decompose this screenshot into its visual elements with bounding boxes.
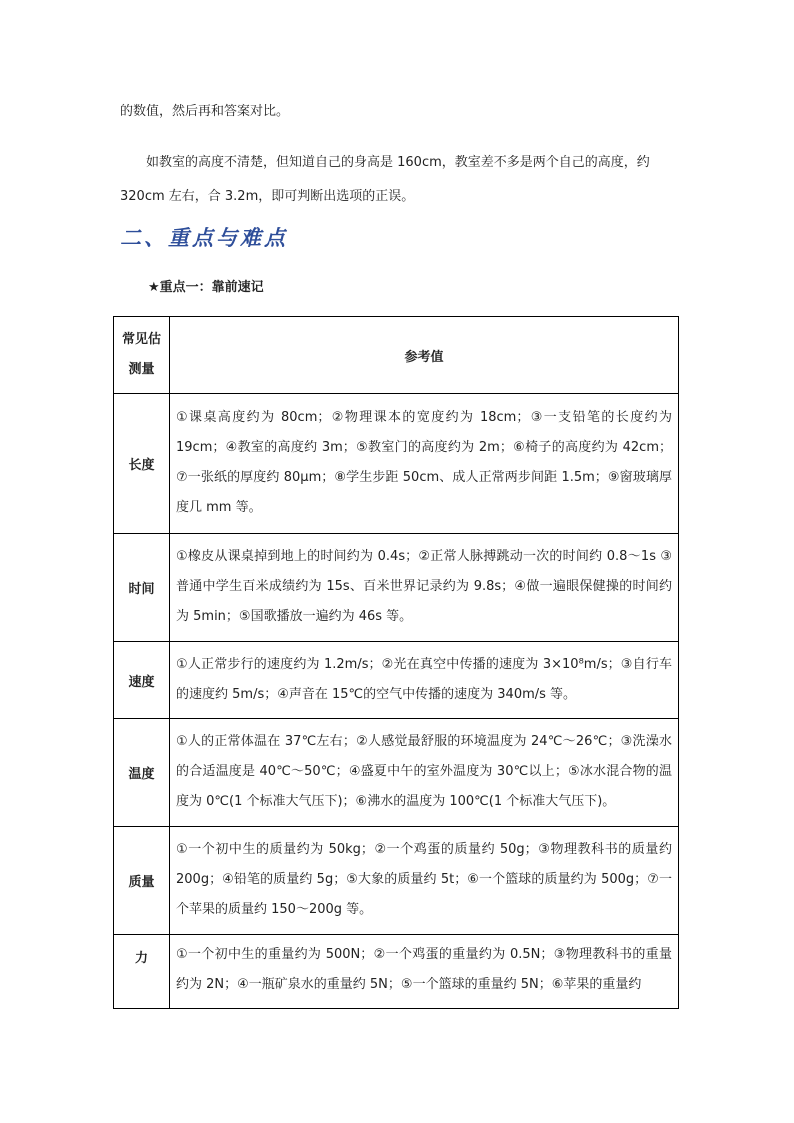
row-label-force: 力 [114,935,170,1009]
row-text-length: ①课桌高度约为 80cm；②物理课本的宽度约为 18cm；③一支铅笔的长度约为 19cm；④教室的高度约 3m；⑤教室门的高度约为 2m；⑥椅子的高度约为 42cm；⑦一张纸的厚度约 80μm；⑧学生步距 50cm、成人正常两步间距 1.5m；⑨窗玻璃厚度几 mm 等。 [170,394,679,534]
key-point-subheading: ★重点一：靠前速记 [148,280,264,295]
intro-paragraph-1: 的数值，然后再和答案对比。 [120,104,290,119]
row-text-temperature: ①人的正常体温在 37℃左右；②人感觉最舒服的环境温度为 24℃～26℃；③洗澡水的合适温度是 40℃～50℃；④盛夏中午的室外温度为 30℃以上；⑤冰水混合物的温度为 0℃(1 个标准大气压下)；⑥沸水的温度为 100℃(1 个标准大气压下)。 [170,719,679,827]
row-text-time: ①橡皮从课桌掉到地上的时间约为 0.4s；②正常人脉搏跳动一次的时间约 0.8～1s ③普通中学生百米成绩约为 15s、百米世界记录约为 9.8s；④做一遍眼保健操的时间约为 5min；⑤国歌播放一遍约为 46s 等。 [170,534,679,642]
table-header-row [114,317,679,394]
table-row [114,719,679,827]
row-label-time: 时间 [114,534,170,642]
table-row [114,827,679,935]
table-row [114,642,679,719]
row-text-speed: ①人正常步行的速度约为 1.2m/s；②光在真空中传播的速度为 3×10⁸m/s；③自行车的速度约 5m/s；④声音在 15℃的空气中传播的速度为 340m/s 等。 [170,642,679,719]
row-label-mass: 质量 [114,827,170,935]
header-reference-value: 参考值 [170,317,679,394]
row-label-speed: 速度 [114,642,170,719]
section-heading: 二、重点与难点 [120,225,288,250]
table-row [114,935,679,1009]
row-text-mass: ①一个初中生的质量约为 50kg；②一个鸡蛋的质量约 50g；③物理教科书的质量约 200g；④铅笔的质量约 5g；⑤大象的质量约 5t；⑥一个篮球的质量约为 500g；⑦一个苹果的质量约 150～200g 等。 [170,827,679,935]
row-text-force: ①一个初中生的重量约为 500N；②一个鸡蛋的重量约为 0.5N；③物理教科书的重量约为 2N；④一瓶矿泉水的重量约 5N；⑤一个篮球的重量约 5N；⑥苹果的重量约 [170,935,679,1009]
row-label-temperature: 温度 [114,719,170,827]
row-label-length: 长度 [114,394,170,534]
intro-paragraph-2: 如教室的高度不清楚，但知道自己的身高是 160cm，教室差不多是两个自己的高度，约 320cm 左右，合 3.2m，即可判断出选项的正误。 [120,155,650,204]
header-quantity: 常见估测量 [114,317,170,394]
table-row [114,394,679,534]
estimation-reference-table [113,316,679,1009]
table-row [114,534,679,642]
